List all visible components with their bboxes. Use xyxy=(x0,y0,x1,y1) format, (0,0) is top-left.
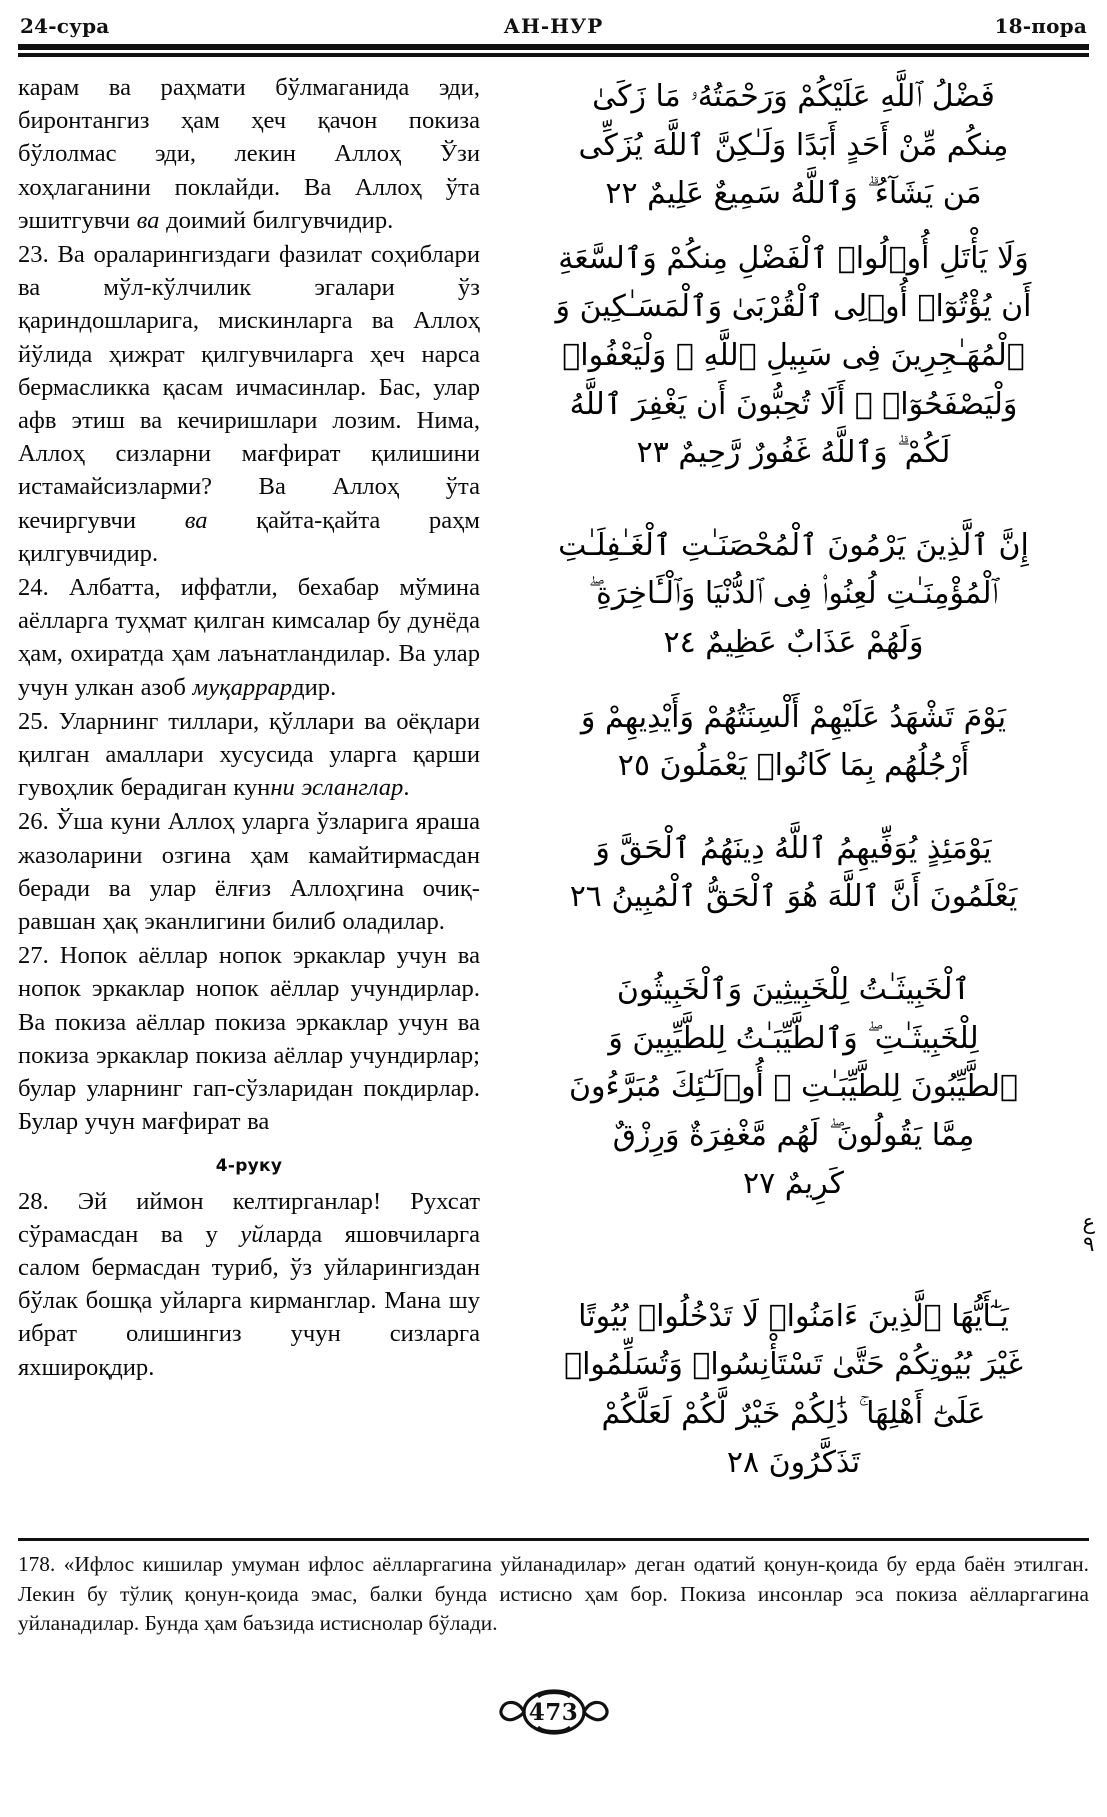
footnote-marker: 178. xyxy=(18,1552,56,1576)
header-rule-thin xyxy=(18,53,1089,57)
folio xyxy=(0,1688,1107,1736)
arabic-line: لِلْخَبِيثَـٰتِ ۖ وَٱلطَّيِّبَـٰتُ لِلطَّيِّبِينَ وَ xyxy=(608,1020,979,1056)
paragraph-text-after: ларда яшовчиларга салом бермасдан туриб, ўз уйларингиздан бўлак бошқа уйларга кирманглар. Мана шу ибрат олишингиз учун сизларга яхшироқдир. xyxy=(18,1220,480,1381)
paragraph-text: Эй иймон келтирганлар! Рухсат сўрамасдан ва у xyxy=(18,1187,480,1248)
page-number: 473 xyxy=(528,1698,579,1726)
verse-number: 23. xyxy=(18,241,49,269)
arabic-line: كَرِيمٌ ٢٧ xyxy=(743,1166,844,1202)
arabic-ayah-22 xyxy=(498,73,1089,219)
ruku-heading: 4-руку xyxy=(215,1155,283,1176)
translation-paragraph-22-continued xyxy=(18,71,480,237)
paragraph-italic: муқаррар xyxy=(192,673,293,701)
paragraph-text-after: . xyxy=(403,774,410,802)
ruku-symbol xyxy=(1082,1211,1095,1255)
running-head-juz: 18-пора xyxy=(994,14,1087,38)
paragraph-text: Ўша куни Аллоҳ уларга ўзларига яраша жазоларини озгина ҳам камайтирмасдан беради ва улар ёлғиз Аллоҳгина очиқ-равшан ҳақ эканлигини билиб оладилар. xyxy=(18,808,480,936)
footnote-body: «Ифлос кишилар умуман ифлос аёлларгагина уйланадилар» деган одатий қонун-қоида бу ерда баён этилган. Лекин бу тўлиқ қонун-қоида эмас, балки бунда истисно ҳам бор. Покиза инсонлар эса покиза аёлларгагина уйланадилар. Бунда ҳам баъзида истиснолар бўлади. xyxy=(18,1552,1089,1635)
footnote-divider xyxy=(18,1538,1089,1541)
arabic-line: ٱلطَّيِّبُونَ لِلطَّيِّبَـٰتِ ۚ أُو۟لَـٰٓئِكَ مُبَرَّءُونَ xyxy=(569,1069,1018,1105)
arabic-line: غَيْرَ بُيُوتِكُمْ حَتَّىٰ تَسْتَأْنِسُوا۟ وَتُسَلِّمُوا۟ xyxy=(564,1347,1023,1383)
translation-paragraph-25 xyxy=(18,705,480,805)
arabic-line: مِنكُم مِّنْ أَحَدٍ أَبَدًا وَلَـٰكِنَّ ٱللَّهَ يُزَكِّى xyxy=(578,127,1009,163)
arabic-ayah-28 xyxy=(498,1293,1089,1487)
translation-paragraph-26 xyxy=(18,805,480,938)
arabic-line: وَلَهُمْ عَذَابٌ عَظِيمٌ ٢٤ xyxy=(663,624,924,660)
arabic-line: يَوْمَئِذٍ يُوَفِّيهِمُ ٱللَّهُ دِينَهُمُ ٱلْحَقَّ وَ xyxy=(595,830,992,866)
arabic-line: تَذَكَّرُونَ ٢٨ xyxy=(726,1444,861,1480)
paragraph-text: Ва ораларингиздаги фазилат соҳиблари ва мўл-кўлчилик эгалари ўз қариндошларига, мискинларга ва Аллоҳ йўлида ҳижрат қилгувчиларга ҳеч нарса бермасликка қасам ичмасинлар. Бас, улар афв этиш ва кечиришлари лозим. Нима, Аллоҳ сизларни мағфират қилишини истамайсизларми? Ва Аллоҳ ўта кечиргувчи xyxy=(18,241,480,534)
running-head-sura: 24-сура xyxy=(20,14,110,38)
paragraph-italic: ва xyxy=(136,206,160,234)
paragraph-text-after: доимий билгувчидир. xyxy=(159,206,394,234)
verse-number: 28. xyxy=(18,1187,49,1215)
translation-column xyxy=(18,71,488,1385)
ruku-symbol-ain: ع xyxy=(1082,1210,1095,1234)
arabic-line: فَضْلُ ٱللَّهِ عَلَيْكُمْ وَرَحْمَتُهُۥ مَا زَكَىٰ xyxy=(592,79,995,114)
translation-paragraph-28 xyxy=(18,1185,480,1384)
arabic-column xyxy=(488,71,1095,1487)
arabic-line: يَـٰٓأَيُّهَا ٱلَّذِينَ ءَامَنُوا۟ لَا تَدْخُلُوا۟ بُيُوتًا xyxy=(578,1298,1009,1334)
paragraph-text: Албатта, иффатли, бехабар мўмина аёлларга туҳмат қилган кимсалар бу дунёда ҳам, охиратда ҳам лаънатландилар. Ва улар учун улкан азоб xyxy=(18,574,480,701)
arabic-line: لَكُمْ ۗ وَٱللَّهُ غَفُورٌ رَّحِيمٌ ٢٣ xyxy=(636,435,951,471)
arabic-line: إِنَّ ٱلَّذِينَ يَرْمُونَ ٱلْمُحْصَنَـٰتِ ٱلْغَـٰفِلَـٰتِ xyxy=(558,527,1029,563)
arabic-ayah-24 xyxy=(498,522,1089,668)
arabic-line: ٱلْمُهَـٰجِرِينَ فِى سَبِيلِ ٱللَّهِ ۖ وَلْيَعْفُوا۟ xyxy=(562,337,1025,373)
ruku-symbol-count: ٩ xyxy=(1083,1232,1095,1257)
arabic-line: وَلْيَصْفَحُوٓا۟ ۗ أَلَا تُحِبُّونَ أَن يَغْفِرَ ٱللَّهُ xyxy=(569,386,1018,422)
verse-number: 27. xyxy=(18,942,49,970)
paragraph-italic: уй xyxy=(240,1220,264,1248)
verse-number: 26. xyxy=(18,808,49,836)
paragraph-text-after: дир. xyxy=(292,673,337,701)
arabic-line: يَوْمَ تَشْهَدُ عَلَيْهِمْ أَلْسِنَتُهُمْ وَأَيْدِيهِمْ وَ xyxy=(580,699,1007,735)
arabic-line: مَن يَشَآءُ ۗ وَٱللَّهُ سَمِيعٌ عَلِيمٌ ٢٢ xyxy=(605,176,982,212)
arabic-line: وَلَا يَأْتَلِ أُو۟لُوا۟ ٱلْفَضْلِ مِنكُمْ وَٱلسَّعَةِ xyxy=(558,240,1029,276)
body-columns xyxy=(18,71,1095,1487)
running-head xyxy=(18,0,1089,40)
paragraph-text: Уларнинг тиллари, қўллари ва оёқлари қилган амаллари хусусида уларга қарши гувоҳлик берадиган кун xyxy=(18,707,480,802)
arabic-ayah-26 xyxy=(498,825,1089,922)
folio-ornament xyxy=(488,1688,620,1736)
paragraph-text: Нопок аёллар нопок эркаклар учун ва нопок эркаклар нопок аёллар учундирлар. Ва покиза аёллар покиза эркаклар учун ва покиза эркаклар покиза аёллар учундирлар; булар уларнинг гап-сўзларидан покдирлар. Булар учун мағфират ва xyxy=(18,942,480,1136)
translation-paragraph-23 xyxy=(18,238,480,570)
arabic-line: أَرْجُلُهُم بِمَا كَانُوا۟ يَعْمَلُونَ ٢٥ xyxy=(617,748,970,784)
arabic-line: مِمَّا يَقُولُونَ ۖ لَهُم مَّغْفِرَةٌ وَرِزْقٌ xyxy=(612,1117,975,1153)
running-head-sura-name: АН-НУР xyxy=(503,14,604,38)
paragraph-text: карам ва раҳмати бўлмаганида эди, биронтангиз ҳам ҳеч қачон покиза бўлолмас эди, лекин Аллоҳ Ўзи хоҳлаганини поклайди. Ва Аллоҳ ўта эшитгувчи xyxy=(18,74,480,234)
paragraph-italic: ва xyxy=(184,506,208,534)
arabic-line: يَعْلَمُونَ أَنَّ ٱللَّهَ هُوَ ٱلْحَقُّ ٱلْمُبِينُ ٢٦ xyxy=(569,879,1018,915)
arabic-ayah-23 xyxy=(498,235,1089,478)
arabic-line: ٱلْمُؤْمِنَـٰتِ لُعِنُوا۟ فِى ٱلدُّنْيَا وَٱلْـَٔاخِرَةِ ۖ xyxy=(588,576,999,612)
footnote-section xyxy=(18,1538,1089,1639)
arabic-line: ٱلْخَبِيثَـٰتُ لِلْخَبِيثِينَ وَٱلْخَبِيثُونَ xyxy=(616,971,971,1007)
translation-paragraph-27 xyxy=(18,939,480,1138)
footnote-text xyxy=(18,1550,1089,1639)
verse-number: 24. xyxy=(18,574,49,602)
translation-paragraph-24 xyxy=(18,571,480,704)
verse-number: 25. xyxy=(18,707,49,735)
paragraph-italic: ни эсланглар xyxy=(270,774,404,802)
paragraph-text-after: қайта-қайта раҳм қилгувчидир. xyxy=(18,506,480,567)
arabic-ayah-25 xyxy=(498,694,1089,791)
arabic-ayah-27 xyxy=(498,966,1089,1209)
arabic-line: عَلَىٰٓ أَهْلِهَا ۚ ذَٰلِكُمْ خَيْرٌ لَّكُمْ لَعَلَّكُمْ xyxy=(601,1396,986,1432)
arabic-line: أَن يُؤْتُوٓا۟ أُو۟لِى ٱلْقُرْبَىٰ وَٱلْمَسَـٰكِينَ وَ xyxy=(555,289,1032,325)
